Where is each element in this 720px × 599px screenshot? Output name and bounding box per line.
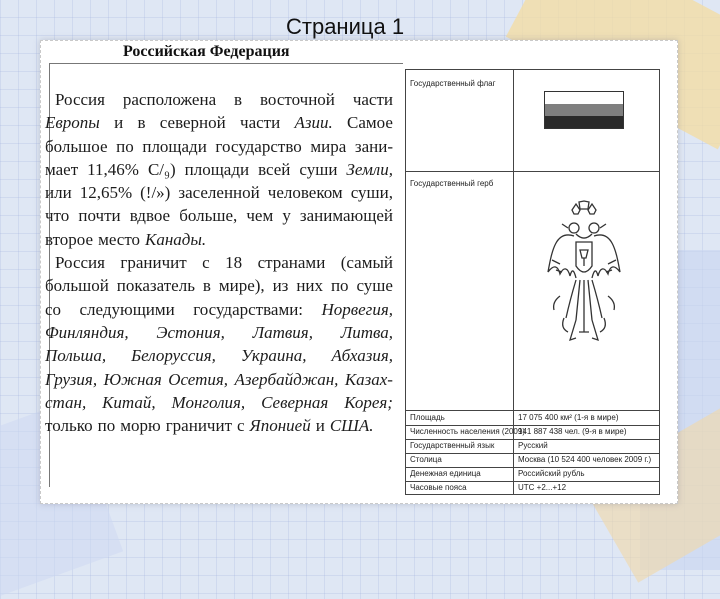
text-line	[45, 158, 393, 181]
word: Норвегия,	[321, 299, 393, 319]
word: мает	[45, 159, 79, 179]
table-separator	[406, 439, 659, 440]
word: Корея;	[344, 392, 393, 412]
text-line	[45, 344, 393, 367]
word: показатель	[116, 276, 195, 296]
word: Монголия,	[171, 392, 246, 412]
word: Северная	[261, 392, 329, 412]
word: только	[45, 416, 93, 436]
word: с	[202, 253, 210, 273]
word: части	[352, 90, 393, 109]
word: из	[272, 276, 289, 296]
word: Украина,	[240, 346, 307, 366]
table-separator	[406, 481, 659, 482]
word: Эстония,	[156, 322, 225, 342]
word: суше	[356, 276, 393, 296]
table-separator	[406, 410, 659, 411]
word: мире),	[218, 276, 265, 296]
word: место	[98, 229, 141, 249]
word: Литва,	[340, 322, 393, 342]
word: вдвое	[129, 206, 171, 226]
word: Европы	[45, 113, 100, 133]
word: человеком	[267, 183, 343, 203]
body-text	[45, 88, 393, 437]
text-line	[45, 88, 393, 111]
word: восточной	[260, 90, 335, 109]
word: расположена	[122, 90, 217, 109]
text-line	[45, 321, 393, 344]
flag-band-white	[545, 92, 623, 104]
word: или	[45, 183, 72, 203]
word: в	[234, 90, 243, 109]
table-row-value: Российский рубль	[518, 469, 585, 478]
word: странами	[257, 253, 326, 273]
word: Россия	[55, 253, 105, 273]
table-separator	[406, 467, 659, 468]
word: в	[202, 276, 211, 296]
word: Азербайджан,	[234, 369, 339, 389]
word: заселенной	[178, 183, 260, 203]
text-line	[45, 368, 393, 391]
table-row-value: Москва (10 524 400 человек 2009 г.)	[518, 455, 652, 464]
word: государствами:	[193, 299, 304, 319]
word: северной	[159, 113, 226, 133]
word: США.	[329, 416, 374, 436]
text-line	[45, 228, 393, 251]
word: государство	[215, 136, 302, 156]
text-line	[45, 135, 393, 158]
word: со	[45, 299, 62, 319]
word: Самое	[347, 113, 393, 133]
word: морю	[120, 416, 161, 436]
table-row-label: Столица	[410, 455, 442, 464]
word: второе	[45, 229, 94, 249]
page-top-rule	[49, 63, 403, 64]
word: граничит	[120, 253, 187, 273]
facts-table	[405, 69, 660, 495]
word: Южная	[103, 369, 162, 389]
table-separator	[406, 171, 659, 172]
word: Абхазия,	[331, 346, 393, 366]
word: следующими	[79, 299, 175, 319]
russian-flag-icon	[544, 91, 624, 129]
table-separator	[406, 453, 659, 454]
text-line	[45, 111, 393, 134]
text-line	[45, 181, 393, 204]
word: большое	[45, 136, 108, 156]
word: с	[237, 416, 245, 436]
word: Китай,	[102, 392, 156, 412]
text-line	[45, 391, 393, 414]
word: суши,	[350, 183, 393, 203]
word: площади	[184, 159, 250, 179]
word: C/₉)	[147, 159, 176, 179]
word: Японией	[249, 416, 311, 436]
word: суши	[299, 159, 338, 179]
coat-label: Государственный герб	[410, 179, 494, 188]
word: Осетия,	[168, 369, 229, 389]
word: и	[114, 113, 124, 133]
table-row-value: 141 887 438 чел. (9-я в мире)	[518, 427, 627, 436]
flag-label: Государственный флаг	[410, 79, 496, 88]
table-separator	[406, 425, 659, 426]
word: (самый	[340, 253, 393, 273]
table-row-value: UTC +2...+12	[518, 483, 567, 492]
word: почти	[78, 206, 121, 226]
word: по	[330, 276, 349, 296]
word: по	[97, 416, 116, 436]
word: в	[137, 113, 146, 133]
word: (!/»)	[140, 183, 171, 203]
word: по	[116, 136, 134, 156]
word: Белоруссия,	[131, 346, 216, 366]
text-line	[45, 251, 393, 274]
table-row-value: 17 075 400 км² (1-я в мире)	[518, 413, 619, 422]
text-line	[45, 274, 393, 297]
table-row-label: Численность населения (2009)	[410, 427, 525, 436]
table-row-label: Площадь	[410, 413, 445, 422]
word: всей	[258, 159, 291, 179]
word: Земли,	[346, 159, 393, 179]
word: 12,65%	[79, 183, 133, 203]
text-line	[45, 414, 393, 437]
flag-band-red	[545, 116, 623, 128]
word: у	[282, 206, 291, 226]
word: мира	[310, 136, 347, 156]
word: стан,	[45, 392, 87, 412]
flag-band-blue	[545, 104, 623, 116]
word: Канады.	[145, 229, 207, 249]
word: части	[240, 113, 281, 133]
word: Латвия,	[252, 322, 313, 342]
table-row-label: Государственный язык	[410, 441, 495, 450]
word: них	[296, 276, 324, 296]
word: Азии.	[294, 113, 333, 133]
word: что	[45, 206, 70, 226]
word: Грузия,	[45, 369, 98, 389]
word: 18	[225, 253, 243, 273]
table-row-label: Денежная единица	[410, 469, 481, 478]
word: больше,	[179, 206, 238, 226]
text-line	[45, 204, 393, 227]
word: 11,46%	[87, 159, 139, 179]
word: Финляндия,	[45, 322, 129, 342]
text-line	[45, 298, 393, 321]
word: и	[315, 416, 325, 436]
word: Россия	[55, 90, 105, 109]
coat-of-arms-icon	[546, 200, 622, 350]
table-row-label: Часовые пояса	[410, 483, 467, 492]
word: граничит	[165, 416, 232, 436]
word: зани-	[354, 136, 393, 156]
word: Польша,	[45, 346, 107, 366]
table-row-value: Русский	[518, 441, 548, 450]
word: Казах-	[344, 369, 393, 389]
document-heading: Российская Федерация	[123, 43, 290, 60]
word: большой	[45, 276, 109, 296]
word: площади	[142, 136, 207, 156]
scanned-page	[40, 40, 678, 504]
slide-title: Страница 1	[286, 14, 405, 39]
word: занимающей	[299, 206, 393, 226]
word: чем	[246, 206, 274, 226]
